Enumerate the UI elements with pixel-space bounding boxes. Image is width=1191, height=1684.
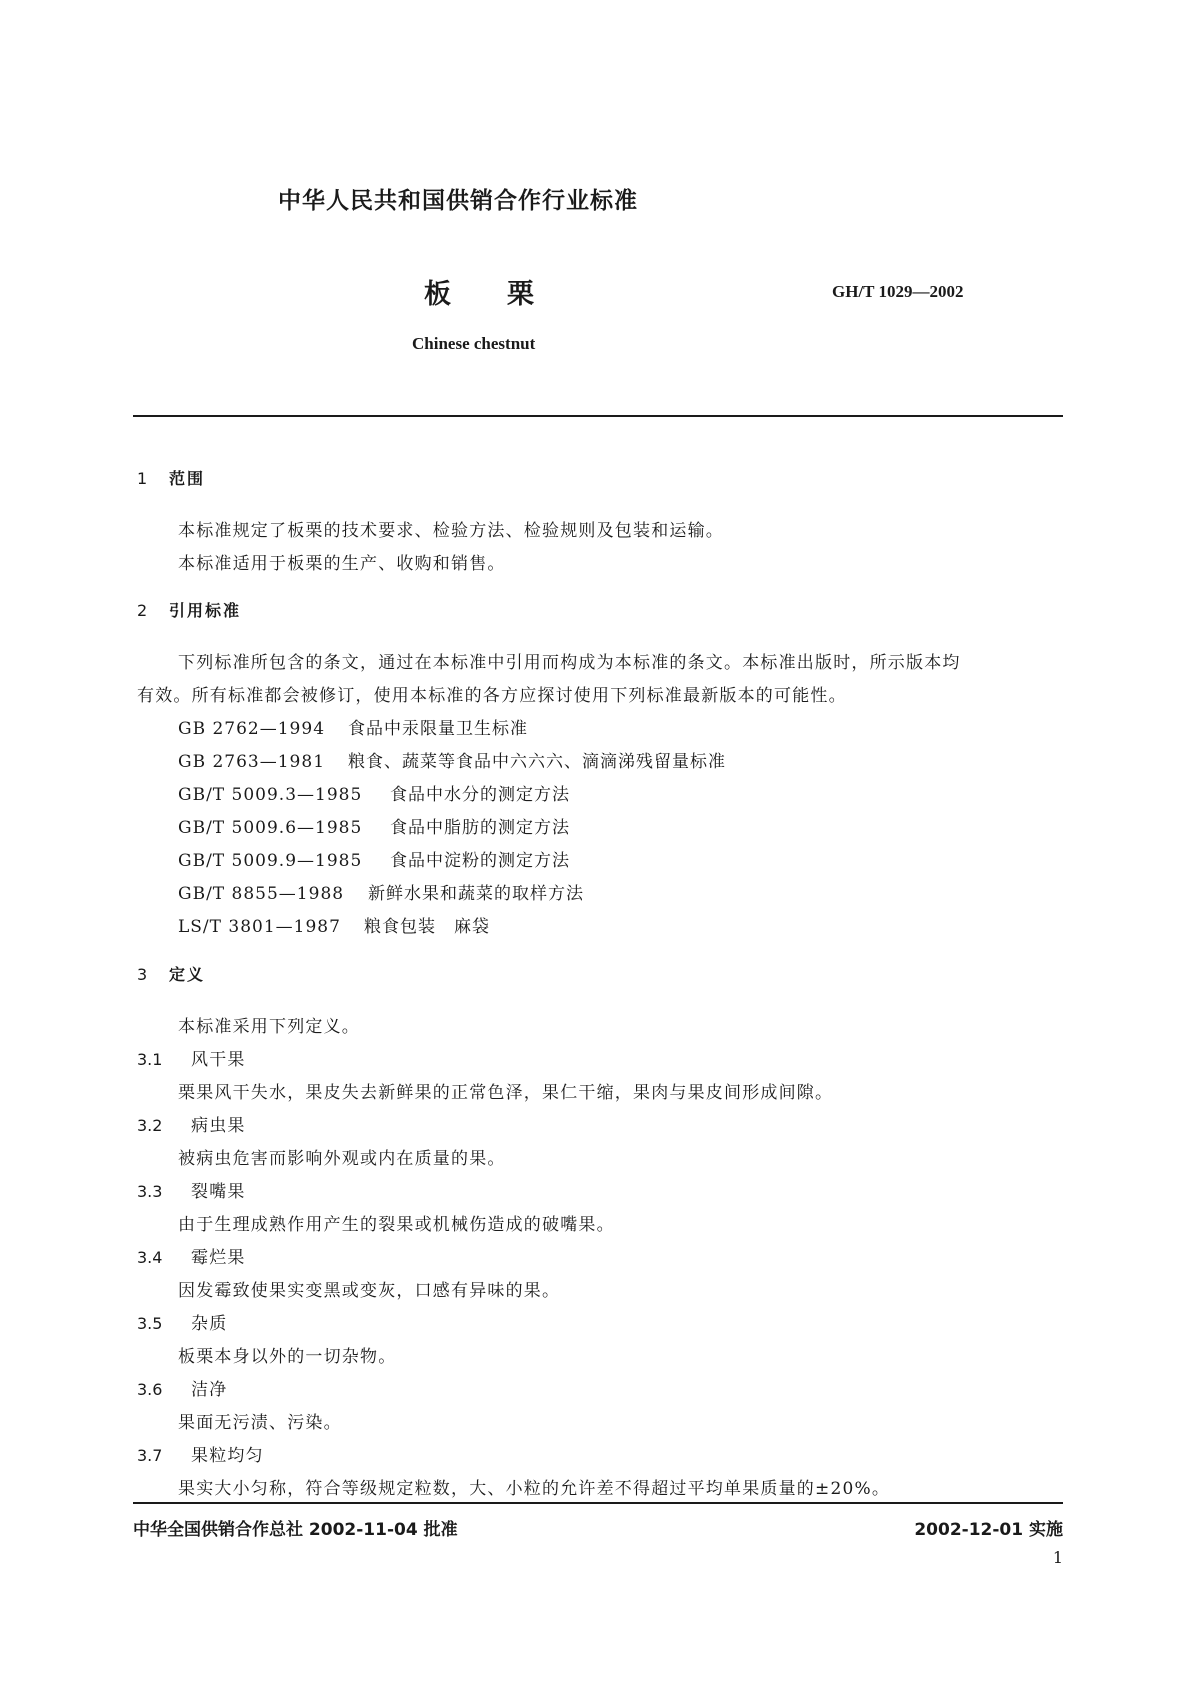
document-title: [424, 272, 534, 311]
effective-date: 2002-12-01 实施: [914, 1520, 1063, 1540]
reference-line: [178, 714, 528, 739]
reference-name: 食品中脂肪的测定方法: [390, 818, 570, 838]
definition-description: 由于生理成熟作用产生的裂果或机械伤造成的破嘴果。: [178, 1215, 615, 1235]
definition-heading: [137, 1309, 227, 1334]
reference-code: GB/T 5009.3—1985: [178, 785, 363, 805]
definition-term: 裂嘴果: [191, 1182, 246, 1202]
definition-number: 3.4: [137, 1248, 163, 1267]
english-title: Chinese chestnut: [412, 334, 536, 353]
reference-code: LS/T 3801—1987: [178, 917, 341, 937]
definition-term: 果粒均匀: [191, 1446, 264, 1466]
definition-term: 病虫果: [191, 1116, 246, 1136]
reference-name: 食品中淀粉的测定方法: [390, 851, 570, 871]
section-number: 2: [137, 601, 148, 620]
section-3-heading: [137, 962, 205, 985]
reference-name: 粮食、蔬菜等食品中六六六、滴滴涕残留量标准: [348, 752, 726, 772]
definition-heading: [137, 1045, 246, 1070]
section-3-intro: 本标准采用下列定义。: [178, 1017, 360, 1037]
reference-name: 新鲜水果和蔬菜的取样方法: [368, 884, 584, 904]
standard-header-title: 中华人民共和国供销合作行业标准: [278, 188, 638, 214]
definition-number: 3.1: [137, 1050, 163, 1069]
definition-description: 被病虫危害而影响外观或内在质量的果。: [178, 1149, 506, 1169]
title-char-1: 板: [424, 279, 451, 310]
page-number: 1: [1052, 1548, 1063, 1567]
section-2-paragraph-line-2: 有效。所有标准都会被修订，使用本标准的各方应探讨使用下列标准最新版本的可能性。: [137, 686, 847, 706]
definition-number: 3.7: [137, 1446, 163, 1465]
definition-number: 3.2: [137, 1116, 163, 1135]
reference-line: [178, 747, 726, 772]
reference-name: 食品中汞限量卫生标准: [348, 719, 528, 739]
section-2-heading: [137, 598, 241, 621]
reference-code: GB/T 8855—1988: [178, 884, 345, 904]
reference-code: GB/T 5009.9—1985: [178, 851, 363, 871]
reference-name: 食品中水分的测定方法: [390, 785, 570, 805]
definition-term: 霉烂果: [191, 1248, 246, 1268]
title-char-2: 栗: [507, 279, 534, 310]
reference-line: [178, 912, 490, 937]
definition-description: 因发霉致使果实变黑或变灰，口感有异味的果。: [178, 1281, 561, 1301]
definition-heading: [137, 1177, 246, 1202]
definition-heading: [137, 1441, 264, 1466]
section-1-paragraph-2: 本标准适用于板栗的生产、收购和销售。: [178, 554, 506, 574]
top-rule: [133, 415, 1063, 417]
section-1-heading: [137, 466, 205, 489]
approval-statement: 中华全国供销合作总社 2002-11-04 批准: [133, 1520, 458, 1540]
section-title: 定义: [169, 965, 206, 984]
reference-line: [178, 879, 584, 904]
definition-number: 3.3: [137, 1182, 163, 1201]
definition-description: 果面无污渍、污染。: [178, 1413, 342, 1433]
definition-term: 洁净: [191, 1380, 228, 1400]
reference-name: 粮食包装 麻袋: [364, 917, 490, 937]
reference-line: [178, 813, 570, 838]
section-number: 3: [137, 965, 148, 984]
reference-code: GB/T 5009.6—1985: [178, 818, 363, 838]
definition-heading: [137, 1375, 227, 1400]
definition-heading: [137, 1243, 246, 1268]
section-title: 引用标准: [169, 601, 242, 620]
reference-code: GB 2762—1994: [178, 719, 326, 739]
reference-line: [178, 780, 570, 805]
bottom-rule: [133, 1502, 1063, 1504]
definition-term: 风干果: [191, 1050, 246, 1070]
definition-description: 果实大小匀称，符合等级规定粒数，大、小粒的允许差不得超过平均单果质量的±20%。: [178, 1479, 891, 1499]
definition-term: 杂质: [191, 1314, 228, 1334]
definition-description: 板栗本身以外的一切杂物。: [178, 1347, 397, 1367]
section-title: 范围: [169, 469, 206, 488]
definition-number: 3.5: [137, 1314, 163, 1333]
reference-line: [178, 846, 570, 871]
section-number: 1: [137, 469, 148, 488]
standard-code: GH/T 1029—2002: [832, 282, 964, 301]
definition-heading: [137, 1111, 246, 1136]
section-1-paragraph-1: 本标准规定了板栗的技术要求、检验方法、检验规则及包装和运输。: [178, 521, 724, 541]
definition-number: 3.6: [137, 1380, 163, 1399]
definition-description: 栗果风干失水，果皮失去新鲜果的正常色泽，果仁干缩，果肉与果皮间形成间隙。: [178, 1083, 834, 1103]
reference-code: GB 2763—1981: [178, 752, 326, 772]
section-2-paragraph-line-1: 下列标准所包含的条文，通过在本标准中引用而构成为本标准的条文。本标准出版时，所示版本均: [178, 653, 961, 673]
